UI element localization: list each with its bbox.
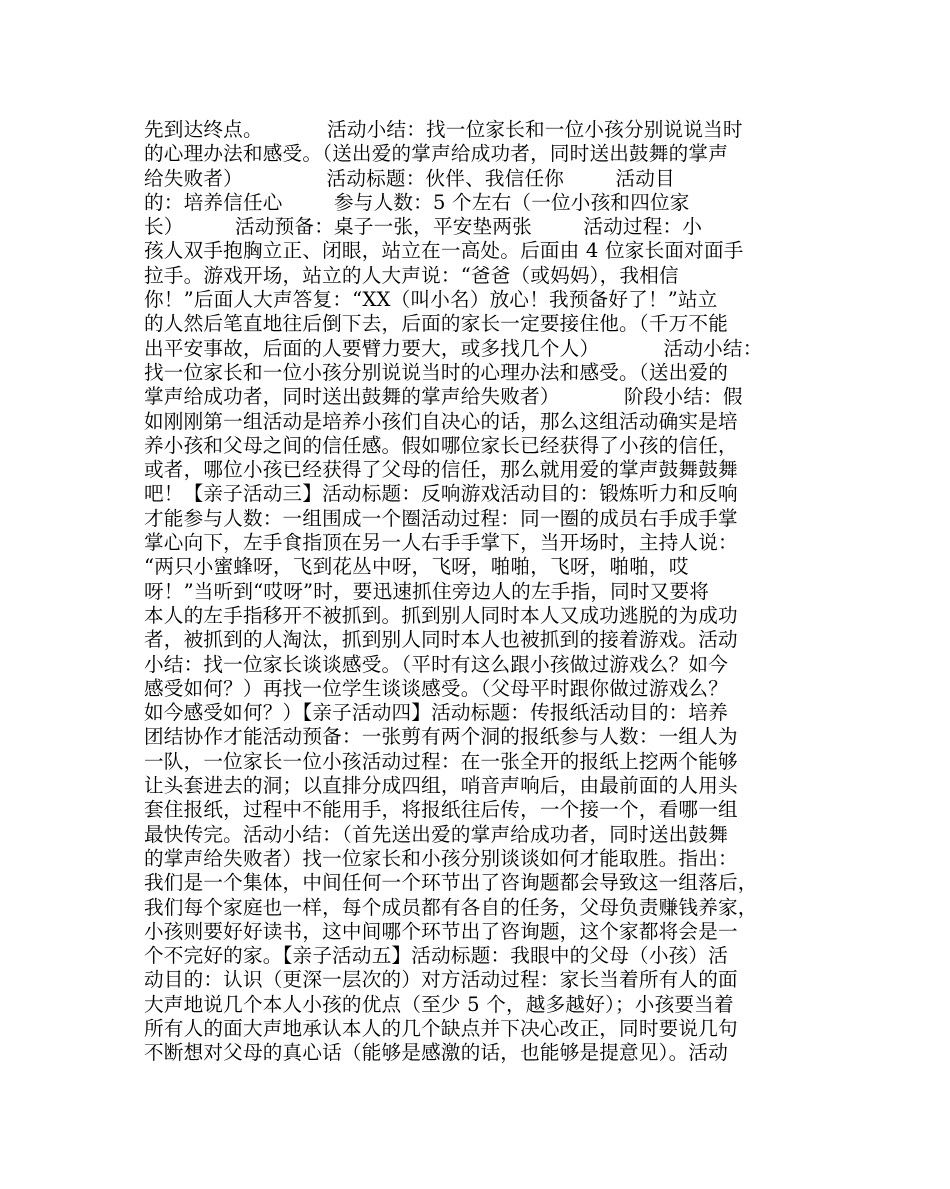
text-line: 大声地说几个本人小孩的优点（至少 5 个，越多越好）；小孩要当着 [144,992,734,1016]
text-line: 的：培养信任心 参与人数：5 个左右（一位小孩和四位家 [144,190,690,214]
text-line: 小结：找一位家长谈谈感受。（平时有这么跟小孩做过游戏么？如今 [144,652,729,676]
text-line: 的心理办法和感受。（送出爱的掌声给成功者，同时送出鼓舞的掌声 [144,142,729,166]
text-line: 让头套进去的洞；以直排分成四组，哨音声响后，由最前面的人用头 [144,774,738,798]
text-line: 你！”后面人大声答复：“XX（叫小名）放心！我预备好了！”站立 [144,288,718,312]
text-line: 动目的：认识（更深一层次的）对方活动过程：家长当着所有人的面 [144,968,738,992]
text-line: 拉手。游戏开场，站立的人大声说：“爸爸（或妈妈），我相信 [144,263,679,287]
text-line: 团结协作才能活动预备：一张剪有两个洞的报纸参与人数：一组人为 [144,725,738,749]
body-text [144,118,824,1066]
text-line: 一队，一位家长一位小孩活动过程：在一张全开的报纸上挖两个能够 [144,749,738,773]
text-line: 我们是一个集体，中间任何一个环节出了咨询题都会导致这一组落后， [144,871,758,895]
text-line: 掌心向下，左手食指顶在另一人右手手掌下，当开场时，主持人说： [144,531,738,555]
text-line: 不断想对父母的真心话（能够是感激的话，也能够是提意见）。活动 [144,1041,729,1065]
text-line: 长） 活动预备：桌子一张，平安垫两张 活动过程：小 [144,215,703,239]
text-line: 者，被抓到的人淘汰，抓到别人同时本人也被抓到的接着游戏。活动 [144,628,738,652]
text-line: 先到达终点。 活动小结：找一位家长和一位小孩分别说说当时 [144,118,743,141]
text-line: 套住报纸，过程中不能用手，将报纸往后传，一个接一个，看哪一组 [144,798,738,822]
text-line: 孩人双手抱胸立正、闭眼，站立在一高处。后面由 4 位家长面对面手 [144,239,744,263]
text-line: 感受如何？）再找一位学生谈谈感受。（父母平时跟你做过游戏么？ [144,676,729,700]
text-line: 如刚刚第一组活动是培养小孩们自决心的话，那么这组活动确实是培 [144,409,738,433]
text-line: 如今感受如何？）【亲子活动四】活动标题：传报纸活动目的：培养 [144,701,729,725]
text-line: 找一位家长和一位小孩分别说说当时的心理办法和感受。（送出爱的 [144,360,729,384]
text-line: 养小孩和父母之间的信任感。假如哪位家长已经获得了小孩的信任， [144,433,738,457]
text-line: 呀！”当听到“哎呀”时，要迅速抓住旁边人的左手指，同时又要将 [144,579,710,603]
text-line: 本人的左手指移开不被抓到。抓到别人同时本人又成功逃脱的为成功 [144,603,738,627]
text-line: 的人然后笔直地往后倒下去，后面的家长一定要接住他。（千万不能 [144,312,729,336]
text-line: “两只小蜜蜂呀，飞到花丛中呀，飞呀，啪啪，飞呀，啪啪，哎 [144,555,689,579]
text-line: 才能参与人数：一组围成一个圈活动过程：同一圈的成员右手成手掌 [144,506,738,530]
text-line: 掌声给成功者，同时送出鼓舞的掌声给失败者） 阶段小结：假 [144,385,743,409]
text-line: 出平安事故，后面的人要臂力要大，或多找几个人） 活动小结： [144,336,763,360]
text-line: 的掌声给失败者）找一位家长和小孩分别谈谈如何才能取胜。指出： [144,846,738,870]
text-line: 或者，哪位小孩已经获得了父母的信任，那么就用爱的掌声鼓舞鼓舞 [144,458,738,482]
text-line: 小孩则要好好读书，这中间哪个环节出了咨询题，这个家都将会是一 [144,919,738,943]
text-line: 给失败者） 活动标题：伙伴、我信任你 活动目 [144,166,675,190]
text-line: 个不完好的家。【亲子活动五】活动标题：我眼中的父母（小孩）活 [144,944,729,968]
text-line: 最快传完。活动小结：（首先送出爱的掌声给成功者，同时送出鼓舞 [144,822,729,846]
text-line: 吧！【亲子活动三】活动标题：反响游戏活动目的：锻炼听力和反响 [144,482,738,506]
text-line: 所有人的面大声地承认本人的几个缺点并下决心改正，同时要说几句 [144,1016,738,1040]
text-line: 我们每个家庭也一样，每个成员都有各自的任务，父母负责赚钱养家， [144,895,758,919]
